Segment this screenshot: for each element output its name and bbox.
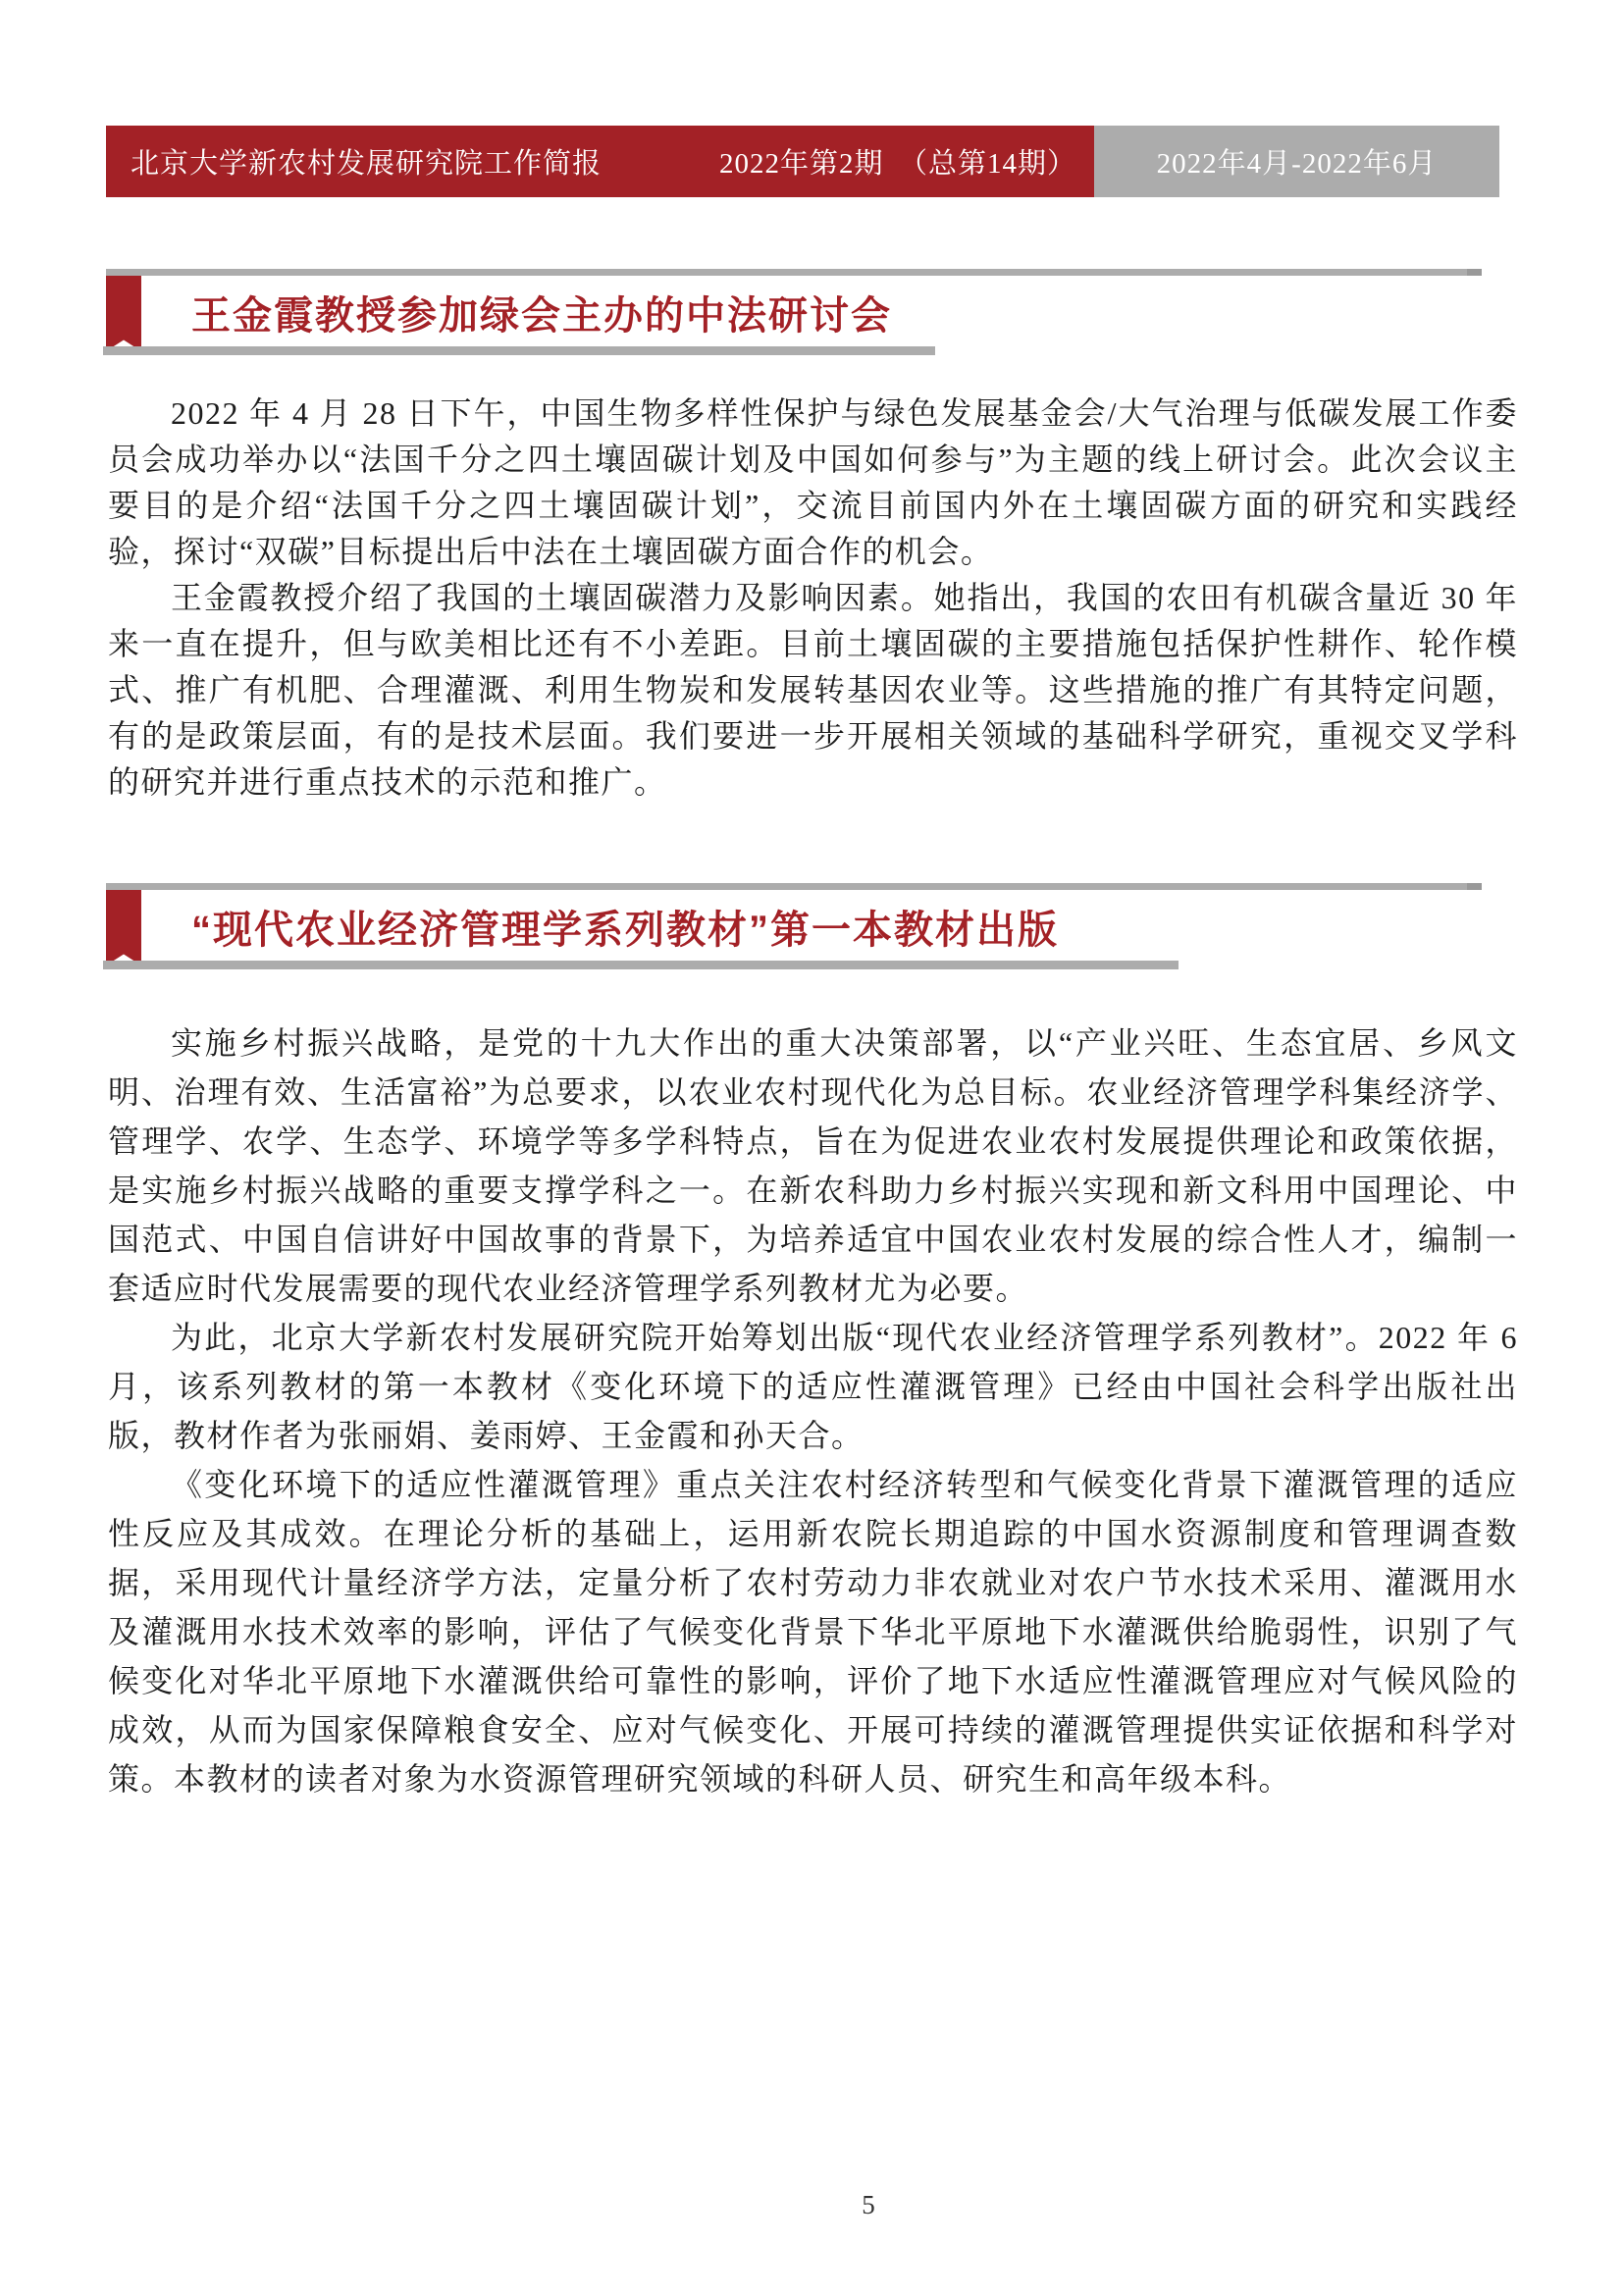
paragraph: 为此，北京大学新农村发展研究院开始筹划出版“现代农业经济管理学系列教材”。2022 年 6 月，该系列教材的第一本教材《变化环境下的适应性灌溉管理》已经由中国社会科学出版社出版，教材作者为张丽娟、姜雨婷、王金霞和孙天合。 [108, 1320, 1518, 1453]
paragraph: 2022 年 4 月 28 日下午，中国生物多样性保护与绿色发展基金会/大气治理与低碳发展工作委员会成功举办以“法国千分之四土壤固碳计划及中国如何参与”为主题的线上研讨会。此次会议主要目的是介绍“法国千分之四土壤固碳计划”，交流目前国内外在土壤固碳方面的研究和实践经验，探讨“双碳”目标提出后中法在土壤固碳方面合作的机会。 [108, 395, 1518, 569]
newsletter-title: 北京大学新农村发展研究院工作简报 [131, 148, 602, 180]
section-topline [106, 269, 1482, 276]
paragraph: 《变化环境下的适应性灌溉管理》重点关注农村经济转型和气候变化背景下灌溉管理的适应性反应及其成效。在理论分析的基础上，运用新农院长期追踪的中国水资源制度和管理调查数据，采用现代计量经济学方法，定量分析了农村劳动力非农就业对农户节水技术采用、灌溉用水及灌溉用水技术效率的影响，评估了气候变化背景下华北平原地下水灌溉供给脆弱性，识别了气候变化对华北平原地下水灌溉供给可靠性的影响，评价了地下水适应性灌溉管理应对气候风险的成效，从而为国家保障粮食安全、应对气候变化、开展可持续的灌溉管理提供实证依据和科学对策。本教材的读者对象为水资源管理研究领域的科研人员、研究生和高年级本科。 [108, 1467, 1518, 1797]
issue-period: 2022年4月-2022年6月 [1156, 148, 1438, 180]
section-topline [106, 883, 1482, 890]
article-textbook-body [108, 1018, 1518, 1803]
section-title-textbook: “现代农业经济管理学系列教材”第一本教材出版 [191, 908, 1059, 952]
masthead [106, 126, 1499, 197]
masthead-red-band [106, 126, 1094, 197]
section-title-seminar: 王金霞教授参加绿会主办的中法研讨会 [191, 293, 892, 338]
page-footer [108, 2190, 1624, 2220]
bookmark-ribbon-icon [106, 890, 141, 965]
issue-number: 2022年第2期 （总第14期） [718, 148, 1076, 180]
masthead-gray-band [1094, 126, 1499, 197]
section-underline [103, 346, 935, 355]
paragraph: 王金霞教授介绍了我国的土壤固碳潜力及影响因素。她指出，我国的农田有机碳含量近 30 年来一直在提升，但与欧美相比还有不小差距。目前土壤固碳的主要措施包括保护性耕作、轮作模式、推广有机肥、合理灌溉、利用生物炭和发展转基因农业等。这些措施的推广有其特定问题，有的是政策层面，有的是技术层面。我们要进一步开展相关领域的基础科学研究，重视交叉学科的研究并进行重点技术的示范和推广。 [108, 580, 1518, 800]
section-underline [103, 961, 1179, 969]
page-number: 5 [862, 2190, 875, 2219]
bookmark-ribbon-icon [106, 276, 141, 351]
article-seminar-body [108, 391, 1518, 806]
paragraph: 实施乡村振兴战略，是党的十九大作出的重大决策部署，以“产业兴旺、生态宜居、乡风文明、治理有效、生活富裕”为总要求，以农业农村现代化为总目标。农业经济管理学科集经济学、管理学、农学、生态学、环境学等多学科特点，旨在为促进农业农村发展提供理论和政策依据，是实施乡村振兴战略的重要支撑学科之一。在新农科助力乡村振兴实现和新文科用中国理论、中国范式、中国自信讲好中国故事的背景下，为培养适宜中国农业农村发展的综合性人才，编制一套适应时代发展需要的现代农业经济管理学系列教材尤为必要。 [108, 1025, 1518, 1306]
